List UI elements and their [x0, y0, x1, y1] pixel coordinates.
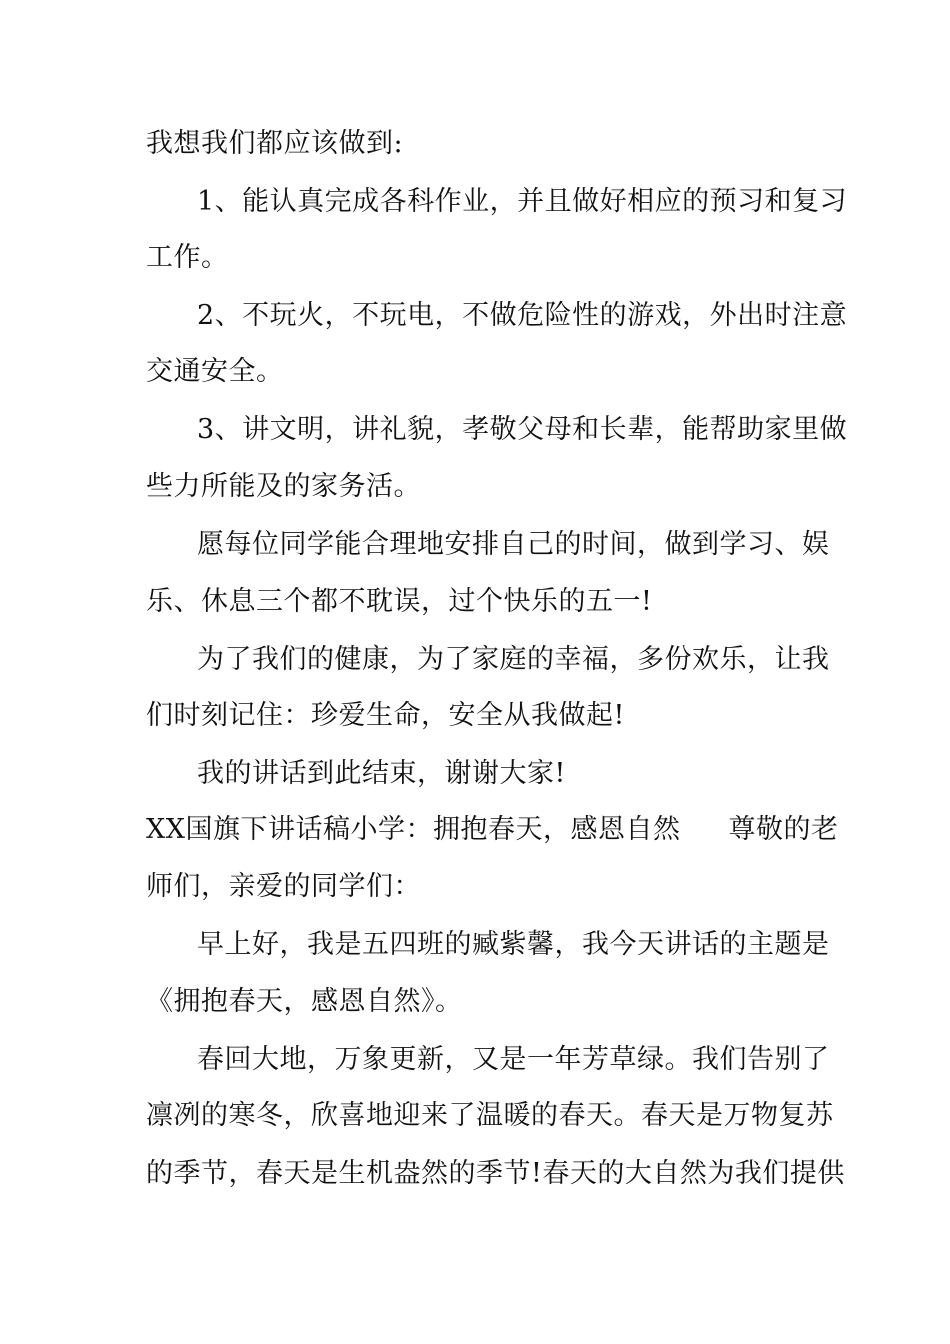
text-line: 我的讲话到此结束，谢谢大家! [197, 758, 566, 789]
text-line: 交通安全。 [146, 356, 284, 387]
text-line: 早上好，我是五四班的臧紫馨，我今天讲话的主题是 [197, 929, 830, 960]
title-line [146, 813, 838, 847]
text-line: 春回大地，万象更新，又是一年芳草绿。我们告别了 [197, 1044, 830, 1075]
text-line: 《拥抱春天，感恩自然》。 [146, 986, 463, 1017]
text-line: 的季节，春天是生机盎然的季节!春天的大自然为我们提供 [146, 1158, 845, 1189]
text-line: 愿每位同学能合理地安排自己的时间，做到学习、娱 [197, 529, 830, 560]
salutation-start: 尊敬的老 [728, 814, 839, 845]
text-line: 为了我们的健康，为了家庭的幸福，多份欢乐，让我 [197, 644, 830, 675]
text-line: 们时刻记住：珍爱生命，安全从我做起! [146, 700, 625, 731]
text-line: 师们，亲爱的同学们： [146, 871, 421, 902]
text-line: 凛冽的寒冬，欣喜地迎来了温暖的春天。春天是万物复苏 [146, 1100, 834, 1131]
text-line: 些力所能及的家务活。 [146, 471, 421, 502]
text-line: 我想我们都应该做到: [146, 128, 404, 159]
text-line: 1、能认真完成各科作业，并且做好相应的预习和复习 [197, 186, 848, 217]
text-line: 工作。 [146, 242, 229, 273]
text-line: 2、不玩火，不玩电，不做危险性的游戏，外出时注意 [197, 300, 848, 331]
speech-title: XX国旗下讲话稿小学：拥抱春天，感恩自然 [146, 814, 681, 845]
text-line: 乐、休息三个都不耽误，过个快乐的五一! [146, 586, 653, 617]
text-line: 3、讲文明，讲礼貌，孝敬父母和长辈，能帮助家里做 [197, 414, 848, 445]
